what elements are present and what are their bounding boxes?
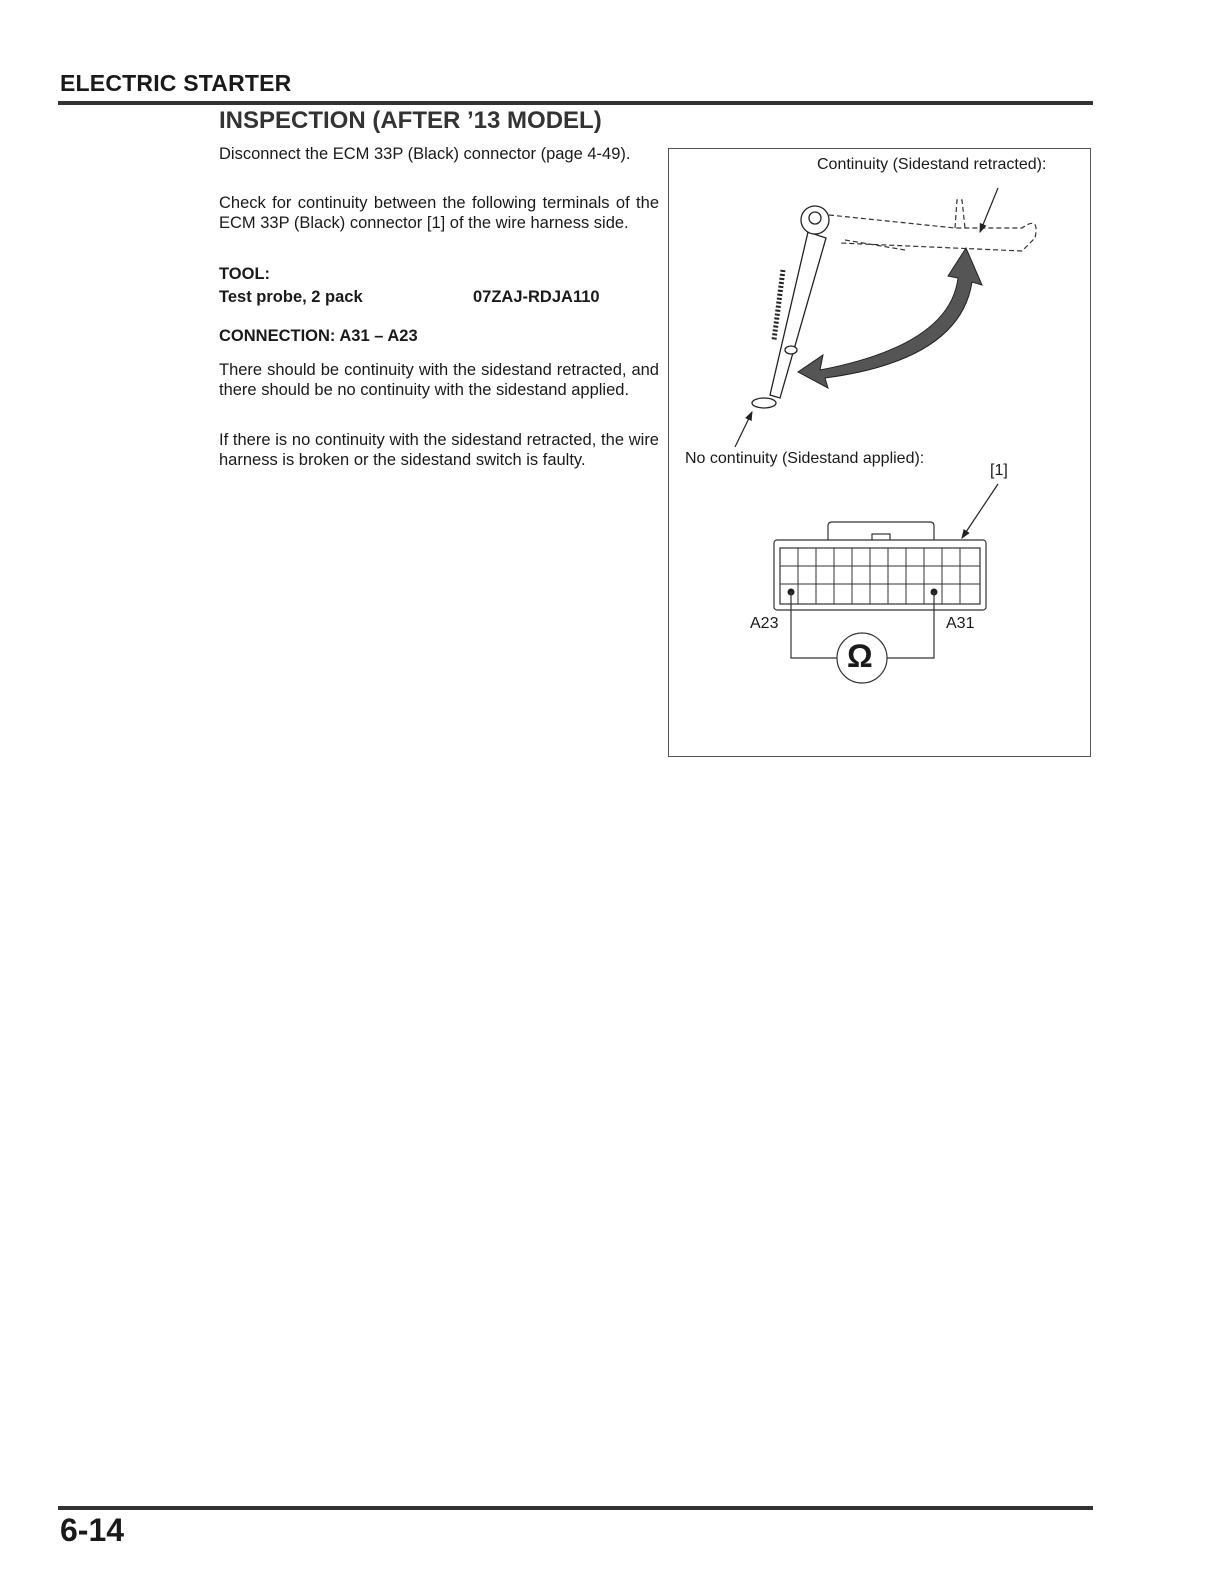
page-number: 6-14 <box>60 1512 125 1548</box>
connection-heading: CONNECTION: A31 – A23 <box>219 327 418 345</box>
footer-rule <box>58 1506 1093 1510</box>
sidestand-retracted <box>829 200 1036 251</box>
paragraph-disconnect: Disconnect the ECM 33P (Black) connector (page 4-49). <box>219 145 631 163</box>
tool-number: 07ZAJ-RDJA110 <box>473 288 600 306</box>
section-title: ELECTRIC STARTER <box>60 70 292 96</box>
paragraph-continuity: There should be continuity with the sidestand retracted, and there should be no continuity with the sidestand applied. <box>219 361 659 399</box>
terminal-a23-label: A23 <box>750 615 779 632</box>
tool-heading: TOOL: <box>219 265 271 283</box>
swing-arrow <box>798 248 982 388</box>
continuity-label: Continuity (Sidestand retracted): <box>817 156 1047 173</box>
no-continuity-label: No continuity (Sidestand applied): <box>685 450 925 467</box>
subsection-title: INSPECTION (AFTER ’13 MODEL) <box>219 107 602 134</box>
connector-callout: [1] <box>990 462 1008 479</box>
paragraph-fault: If there is no continuity with the sidestand retracted, the wire harness is broken or the sidestand switch is faulty. <box>219 431 659 469</box>
tool-name: Test probe, 2 pack <box>219 288 363 306</box>
ohm-symbol: Ω <box>847 638 873 674</box>
ecm-33p-connector <box>774 522 986 610</box>
terminal-a31-label: A31 <box>946 615 975 632</box>
paragraph-check: Check for continuity between the following terminals of the ECM 33P (Black) connector [1] of the wire harness side. <box>219 194 659 232</box>
